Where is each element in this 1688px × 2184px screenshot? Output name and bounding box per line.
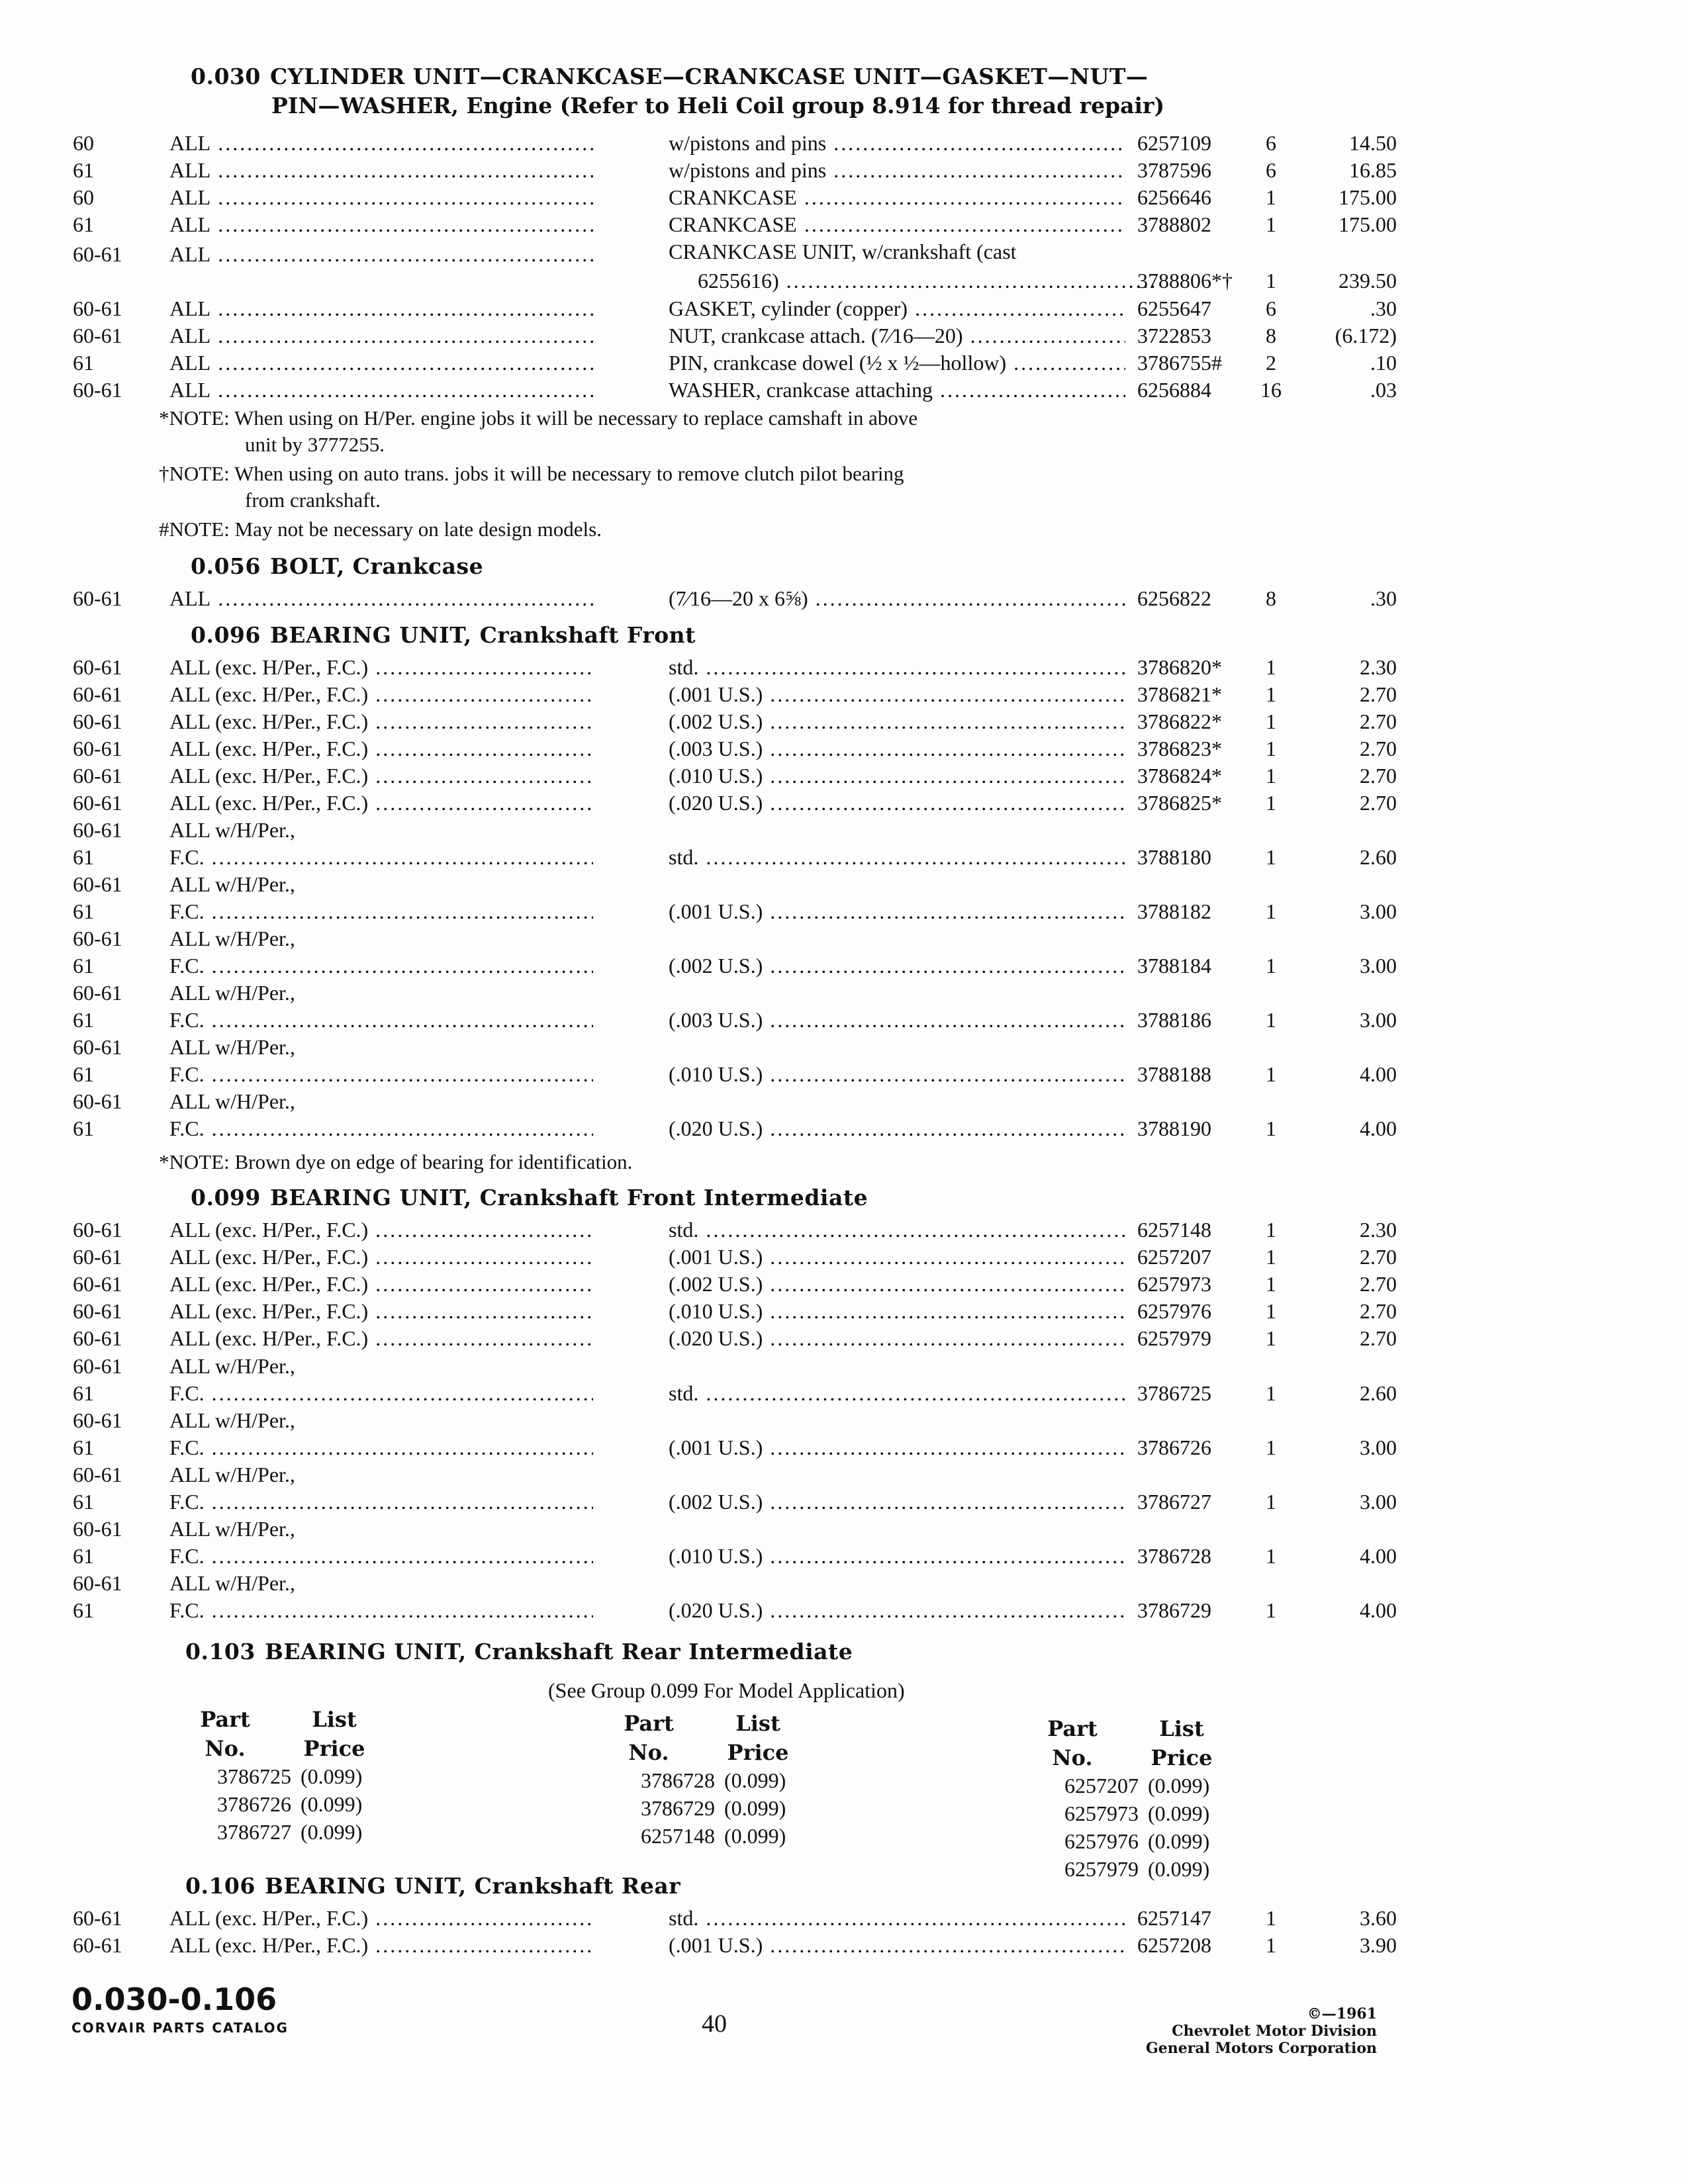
table-row: 60-61 ALL ..... NUT, crankcase attach. (7⁄16—20) ..... 3722853 8 (6.172) [0, 324, 1688, 353]
table-row: 60-61 ALL w/H/Per., [73, 1463, 295, 1486]
table-row: 60-61 ALL (exc. H/Per., F.C.) ..... (.002 U.S.) ..... 3786822* 1 2.70 [0, 709, 1688, 739]
table-row: 60-61 ALL (exc. H/Per., F.C.) ..... std. ..... 6257147 1 3.60 [0, 1906, 1688, 1935]
table-row: 60-61 ALL w/H/Per., [73, 872, 295, 896]
col-head-part: Part No. [200, 1707, 250, 1761]
section-heading-030-cont: PIN—WASHER, Engine (Refer to Heli Coil group 8.914 for thread repair) [271, 93, 1165, 118]
table-row: 61 F.C. ..... (.001 U.S.) ..... 3788182 1 3.00 [0, 899, 1688, 929]
table-row: 61 F.C. ..... (.003 U.S.) ..... 3788186 1 3.00 [0, 1008, 1688, 1037]
table-row: 60-61 ALL (exc. H/Per., F.C.) ..... (.010 U.S.) ..... 6257976 1 2.70 [0, 1299, 1688, 1328]
copyright: ©—1961 Chevrolet Motor Division General Motors Corporation [1145, 2005, 1377, 2057]
table-row: 61 ALL ..... w/pistons and pins ..... 3787596 6 16.85 [0, 158, 1688, 187]
table-row: 60-61 ALL ..... [0, 242, 1688, 271]
table-row: 60-61 ALL w/H/Per., [73, 1035, 295, 1059]
table-row: 60-61 ALL (exc. H/Per., F.C.) ..... std. ..... 3786820* 1 2.30 [0, 655, 1688, 684]
catalog-name: CORVAIR PARTS CATALOG [71, 2020, 289, 2036]
section-subtitle-103: (See Group 0.099 For Model Application) [548, 1678, 905, 1702]
col-head-part: Part No. [1047, 1716, 1098, 1770]
table-row: 60-61 ALL (exc. H/Per., F.C.) ..... (.003 U.S.) ..... 3786823* 1 2.70 [0, 737, 1688, 766]
note-dagger: †NOTE: When using on auto trans. jobs it will be necessary to remove clutch pilot bearing from crankshaft. [159, 462, 904, 512]
section-heading-106: 0.106 BEARING UNIT, Crankshaft Rear [185, 1873, 681, 1899]
table-row: 61 F.C. ..... (.020 U.S.) ..... 3786729 1 4.00 [0, 1598, 1688, 1627]
unit-desc: CRANKCASE UNIT, w/crankshaft (cast [669, 240, 1017, 263]
table-row: 61 F.C. ..... (.002 U.S.) ..... 3786727 1 3.00 [0, 1490, 1688, 1519]
table-row: 61 F.C. ..... std. ..... 3786725 1 2.60 [0, 1381, 1688, 1410]
table-row: 60 ALL ..... CRANKCASE ..... 6256646 1 175.00 [0, 185, 1688, 214]
col-head-price: List Price [1150, 1716, 1213, 1770]
table-row: 60-61 ALL (exc. H/Per., F.C.) ..... (.001 U.S.) ..... 6257208 1 3.90 [0, 1933, 1688, 1962]
table-row: 61 ALL ..... CRANKCASE ..... 3788802 1 175.00 [0, 212, 1688, 242]
table-row: 60-61 ALL (exc. H/Per., F.C.) ..... (.010 U.S.) ..... 3786824* 1 2.70 [0, 764, 1688, 793]
page-range: 0.030-0.106 [71, 1981, 277, 2017]
table-row: 60-61 ALL w/H/Per., [73, 1517, 295, 1541]
list-item: 3786728 (0.099) [641, 1768, 786, 1792]
list-item: 6257976 (0.099) [1064, 1829, 1210, 1853]
table-row: 60-61 ALL (exc. H/Per., F.C.) ..... std. ..... 6257148 1 2.30 [0, 1218, 1688, 1247]
table-row: 6255616) ..... 3788806*† 1 239.50 [0, 269, 1688, 298]
section-heading-056: 0.056 BOLT, Crankcase [191, 553, 484, 579]
table-row: 60-61 ALL ..... WASHER, crankcase attaching ..... 6256884 16 .03 [0, 378, 1688, 407]
note-star: *NOTE: When using on H/Per. engine jobs it will be necessary to replace camshaft in above unit by 3777255. [159, 406, 918, 456]
list-item: 3786725 (0.099) [217, 1764, 363, 1788]
table-row: 61 ALL ..... PIN, crankcase dowel (½ x ½—hollow) ..... 3786755# 2 .10 [0, 351, 1688, 380]
table-row: 60-61 ALL (exc. H/Per., F.C.) ..... (.002 U.S.) ..... 6257973 1 2.70 [0, 1272, 1688, 1301]
table-row: 61 F.C. ..... (.001 U.S.) ..... 3786726 1 3.00 [0, 1435, 1688, 1465]
col-head-part: Part No. [624, 1711, 674, 1765]
table-row: 61 F.C. ..... (.002 U.S.) ..... 3788184 1 3.00 [0, 954, 1688, 983]
list-item: 6257148 (0.099) [641, 1824, 786, 1848]
note-hash: #NOTE: May not be necessary on late design models. [159, 518, 602, 541]
table-row: 60-61 ALL w/H/Per., [73, 1089, 295, 1113]
page-number: 40 [702, 2010, 727, 2038]
section-heading-030: 0.030 CYLINDER UNIT—CRANKCASE—CRANKCASE UNIT—GASKET—NUT— [191, 64, 1149, 89]
table-row: 60-61 ALL w/H/Per., [73, 1408, 295, 1432]
table-row: 61 F.C. ..... (.010 U.S.) ..... 3788188 1 4.00 [0, 1062, 1688, 1091]
section-heading-103: 0.103 BEARING UNIT, Crankshaft Rear Intermediate [185, 1639, 853, 1664]
table-row: 60-61 ALL w/H/Per., [73, 1354, 295, 1378]
table-row: 60-61 ALL ..... (7⁄16—20 x 6⅝) ..... 6256822 8 .30 [0, 586, 1688, 615]
table-row: 60-61 ALL w/H/Per., [73, 1571, 295, 1595]
table-row: 60-61 ALL (exc. H/Per., F.C.) ..... (.001 U.S.) ..... 3786821* 1 2.70 [0, 682, 1688, 711]
note-dye: *NOTE: Brown dye on edge of bearing for identification. [159, 1150, 633, 1173]
table-row: 60-61 ALL w/H/Per., [73, 927, 295, 950]
table-row: 60-61 ALL (exc. H/Per., F.C.) ..... (.020 U.S.) ..... 6257979 1 2.70 [0, 1326, 1688, 1355]
table-row: 60-61 ALL w/H/Per., [73, 818, 295, 842]
table-row: 61 F.C. ..... std. ..... 3788180 1 2.60 [0, 845, 1688, 874]
list-item: 3786726 (0.099) [217, 1792, 363, 1816]
table-row: 60 ALL ..... w/pistons and pins ..... 6257109 6 14.50 [0, 131, 1688, 160]
col-head-price: List Price [727, 1711, 789, 1765]
col-head-price: List Price [303, 1707, 365, 1761]
list-item: 6257979 (0.099) [1064, 1857, 1210, 1881]
table-row: 60-61 ALL (exc. H/Per., F.C.) ..... (.001 U.S.) ..... 6257207 1 2.70 [0, 1245, 1688, 1274]
list-item: 6257207 (0.099) [1064, 1774, 1210, 1797]
list-item: 6257973 (0.099) [1064, 1801, 1210, 1825]
section-heading-099: 0.099 BEARING UNIT, Crankshaft Front Intermediate [191, 1185, 868, 1210]
list-item: 3786727 (0.099) [217, 1820, 363, 1844]
table-row: 60-61 ALL (exc. H/Per., F.C.) ..... (.020 U.S.) ..... 3786825* 1 2.70 [0, 791, 1688, 820]
section-heading-096: 0.096 BEARING UNIT, Crankshaft Front [191, 622, 696, 648]
table-row: 60-61 ALL w/H/Per., [73, 981, 295, 1005]
list-item: 3786729 (0.099) [641, 1796, 786, 1820]
table-row: 61 F.C. ..... (.010 U.S.) ..... 3786728 1 4.00 [0, 1544, 1688, 1573]
table-row: 60-61 ALL ..... GASKET, cylinder (copper) ..... 6255647 6 .30 [0, 296, 1688, 326]
table-row: 61 F.C. ..... (.020 U.S.) ..... 3788190 1 4.00 [0, 1116, 1688, 1146]
